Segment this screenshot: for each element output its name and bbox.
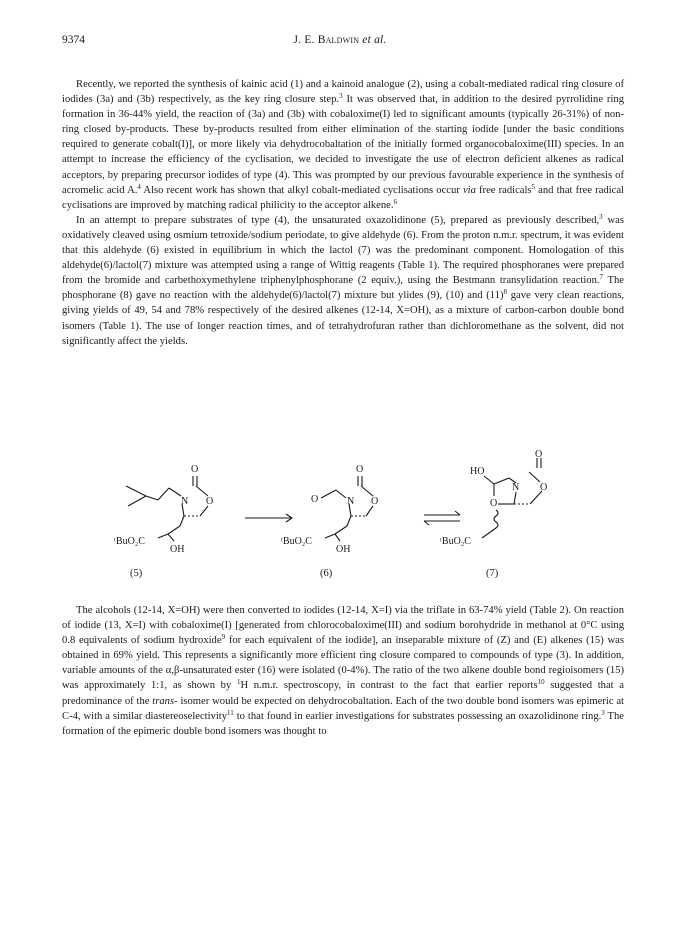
text-run: via: [462, 184, 476, 196]
text-run: isomer would be expected on dehydrocobaltation. Each of the two double bond isomers was epimeric at C-4, with a similar diastereoselectivity: [62, 695, 625, 722]
reference-superscript: 4: [137, 182, 141, 191]
text-run: for each equivalent of the iodide], an inseparable mixture of (Z) and (E) alkenes (15) was obtained in 69% yield. This represents a significantly more efficient ring closure compared to compounds of type (3). In addition, variable amounts of the α,β-unsaturated ester (16) were isolated (0-4%). The ratio of the two alkene double bond regioisomers (15) was approximately 1:1, as shown by: [62, 635, 624, 692]
reference-superscript: 3: [601, 708, 605, 717]
text-run: H n.m.r. spectroscopy, in contrast to the fact that earlier reports: [240, 680, 538, 692]
c7-lactol-oxygen: O: [490, 498, 498, 509]
paragraph-2: [62, 213, 624, 349]
text-run: Recently, we reported the synthesis of kainic acid (1) and a kainoid analogue (2), using a cobalt-mediated radical ring closure of iodides (3a) and (3b) respectively, as the key ring closure step.: [62, 79, 624, 106]
reference-superscript: 11: [227, 708, 234, 717]
reference-superscript: 6: [393, 197, 398, 206]
c6-ring-oxygen: O: [371, 496, 379, 507]
text-run: gave very clean reactions, giving yields of 49, 54 and 78% respectively of the desired alkenes (12-14, X=OH), as a mixture of carbon-carbon double bond isomers (Table 1). The use of longer reaction times, and of tetrahydrofuran rather than dichloromethane as the solvent, did not significantly affect the yields.: [62, 290, 624, 347]
text-run: free radicals: [475, 184, 532, 196]
text-run: The formation of the epimeric double bond isomers was thought to: [62, 710, 624, 737]
c7-carbonyl-oxygen: O: [535, 449, 543, 460]
c6-carbonyl-oxygen: O: [356, 464, 364, 475]
c7-ring-nitrogen: N: [512, 482, 520, 493]
text-run: Also recent work has shown that alkyl cobalt-mediated cyclisations occur: [140, 184, 463, 196]
text-run: The phosphorane (8) gave no reaction with the aldehyde(6)/lactol(7) mixture but ylides (9), (10) and (11): [62, 275, 624, 302]
page-number: 9374: [62, 34, 85, 46]
reference-superscript: 5: [531, 182, 536, 191]
reaction-scheme: [100, 449, 590, 583]
c6-aldehyde-oxygen: O: [311, 494, 319, 505]
reference-superscript: 1: [236, 678, 241, 687]
text-run: trans-: [152, 695, 178, 707]
body-text-bottom: [62, 603, 624, 739]
compound-label-5: (5): [130, 568, 143, 579]
text-run: was oxidatively cleaved using osmium tetroxide/sodium periodate, to give aldehyde (6). From the proton n.m.r. spectrum, it was evident that this aldehyde (6) existed in equilibrium in which the lactol (7) was the predominant component. Homologation of this aldehyde(6)/lactol(7) mixture was attempted using a range of Wittig reagents (Table 1). The required phosphoranes were prepared from the bromide and carbethoxymethylene triphenylphosphorane (2 equiv.), using the Bestmann transylidation reaction.: [62, 214, 625, 287]
c5-ester: ᵗBuO₂C: [114, 536, 145, 547]
body-text-top: [62, 77, 624, 349]
c5-ring-oxygen: O: [206, 496, 214, 507]
text-run: It was observed that, in addition to the desired pyrrolidine ring formation in 36-44% yield, the reaction of (3a) and (3b) with cobaloxime(I) led to significant amounts (typically 26-31%) of non-ring closed by-products. These by-products resulted from either elimination of the starting iodide [under the basic conditions required to generate cobalt(I)], or more likely via dehydrocobaltation of the initially formed organocobaloxime(III) species. In an attempt to increase the efficiency of the cyclisation, we decided to investigate the use of electron deficient alkenes as radical acceptors, by preparing precursor iodides of type (4). This was prompted by our previous favourable experience in the synthesis of acromelic acid A.: [62, 94, 624, 196]
c6-hydroxyl: OH: [336, 544, 351, 555]
reference-superscript: 10: [537, 678, 545, 687]
c7-hydroxyl: HO: [470, 466, 485, 477]
compound-label-6: (6): [320, 568, 333, 579]
c6-ring-nitrogen: N: [347, 496, 355, 507]
text-run: suggested that a predominance of the: [62, 680, 624, 707]
c6-ester: ᵗBuO₂C: [281, 536, 312, 547]
paragraph-3: [62, 603, 624, 739]
reference-superscript: 3: [599, 212, 603, 221]
scheme-structures: [100, 449, 590, 583]
reference-superscript: 8: [503, 288, 508, 297]
running-head: J. E. Baldwin et al.: [293, 34, 387, 46]
reference-superscript: 9: [221, 633, 226, 642]
c5-hydroxyl: OH: [170, 544, 185, 555]
text-run: The alcohols (12-14, X=OH) were then converted to iodides (12-14, X=I) via the triflate in 63-74% yield (Table 2). On reaction of iodide (13, X=I) with cobaloxime(I) [generated from chlorocobaloxime(III) and sodium borohydride in methanol at 0°C using 0.8 equivalents of sodium hydroxide: [62, 605, 624, 647]
text-run: In an attempt to prepare substrates of type (4), the unsaturated oxazolidinone (5), prepared as previously described,: [76, 214, 600, 226]
page-header: [62, 34, 618, 50]
compound-label-7: (7): [486, 568, 499, 579]
text-run: and that free radical cyclisations are improved by matching radical philicity to the acceptor alkene.: [62, 184, 624, 211]
c7-ring-oxygen: O: [540, 482, 548, 493]
c5-ring-nitrogen: N: [181, 496, 189, 507]
text-run: to that found in earlier investigations for substrates possessing an oxazolidinone ring.: [233, 710, 602, 722]
c7-ester: ᵗBuO₂C: [440, 536, 471, 547]
c5-carbonyl-oxygen: O: [191, 464, 199, 475]
reference-superscript: 3: [339, 92, 343, 101]
paragraph-1: [62, 77, 624, 213]
reference-superscript: 7: [599, 273, 604, 282]
